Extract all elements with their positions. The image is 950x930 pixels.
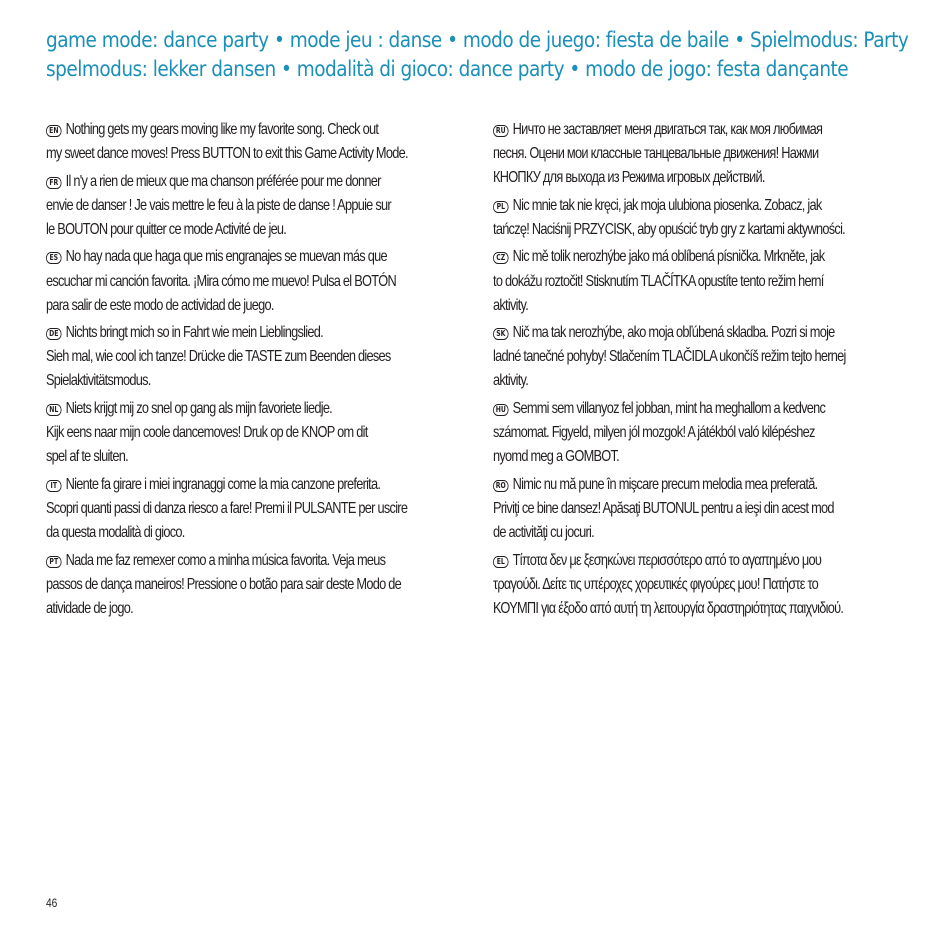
paragraph-line <box>493 345 946 369</box>
language-badge-icon: PL <box>493 201 509 213</box>
paragraph-line <box>493 194 946 218</box>
paragraph-line <box>493 245 946 269</box>
paragraph-text: aktivity. <box>493 296 529 314</box>
paragraph-text: envie de danser ! Je vais mettre le feu à la piste de danse ! Appuie sur <box>46 196 391 214</box>
paragraph-text: para salir de este modo de actividad de juego. <box>46 296 274 314</box>
left-column <box>46 118 498 624</box>
paragraph-line <box>493 549 946 573</box>
paragraph-text: Niente fa girare i miei ingranaggi come la mia canzone preferita. <box>65 475 381 493</box>
paragraph-pl <box>493 194 946 242</box>
paragraph-line <box>46 421 499 445</box>
paragraph-nl <box>46 397 499 469</box>
paragraph-text: számomat. Figyeld, milyen jól mozgok! A játékból való kilépéshez <box>493 424 815 442</box>
paragraph-line <box>493 218 946 242</box>
paragraph-text: da questa modalità di gioco. <box>46 524 185 541</box>
paragraph-fr <box>46 170 499 242</box>
paragraph-cz <box>493 245 946 317</box>
paragraph-line <box>493 473 946 497</box>
paragraph-text: Nada me faz remexer como a minha música favorita. Veja meus <box>65 551 386 569</box>
paragraph-text: nyomd meg a GOMBOT. <box>493 448 619 466</box>
paragraph-line <box>46 270 499 294</box>
paragraph-text: Priviţi ce bine dansez! Apăsaţi BUTONUL pentru a ieşi din acest mod <box>493 499 834 517</box>
paragraph-line <box>46 321 499 345</box>
language-badge-icon: NL <box>46 404 62 416</box>
paragraph-text: Sieh mal, wie cool ich tanze! Drücke die TASTE zum Beenden dieses <box>46 348 391 366</box>
paragraph-line <box>493 497 946 521</box>
paragraph-text: Nič ma tak nerozhýbe, ako moja obľúbená skladba. Pozri si moje <box>512 324 835 342</box>
paragraph-line <box>46 170 499 194</box>
page-heading <box>46 26 909 84</box>
paragraph-pt <box>46 549 499 621</box>
paragraph-text: Spielaktivitätsmodus. <box>46 372 151 390</box>
paragraph-text: atividade de jogo. <box>46 599 133 617</box>
paragraph-line <box>493 294 946 318</box>
paragraph-text: escuchar mi canción favorita. ¡Mira cómo me muevo! Pulsa el BOTÓN <box>46 272 396 290</box>
paragraph-line <box>493 270 946 294</box>
language-badge-icon: EL <box>493 556 509 568</box>
paragraph-text: No hay nada que haga que mis engranajes se muevan más que <box>65 248 387 266</box>
language-badge-icon: IT <box>46 480 62 492</box>
heading-line-2: spelmodus: lekker dansen • modalità di gioco: dance party • modo de jogo: festa dançante <box>46 57 849 82</box>
paragraph-line <box>46 573 499 597</box>
paragraph-line <box>493 369 946 393</box>
paragraph-text: to dokážu roztočit! Stisknutím TLAČÍTKA opustíte tento režim herní <box>493 272 824 290</box>
paragraph-text: Nic mě tolik nerozhýbe jako má oblíbená písnička. Mrkněte, jak <box>512 248 825 266</box>
language-badge-icon: RO <box>493 480 509 492</box>
paragraph-ro <box>493 473 946 545</box>
paragraph-text: ladné tanečné pohyby! Stlačením TLAČIDLA ukončíš režim tejto hernej <box>493 348 846 366</box>
paragraph-de <box>46 321 499 393</box>
language-badge-icon: DE <box>46 328 62 340</box>
language-badge-icon: FR <box>46 177 62 189</box>
paragraph-line <box>46 294 499 318</box>
page-number: 46 <box>46 896 58 910</box>
paragraph-line <box>493 166 946 190</box>
language-badge-icon: EN <box>46 125 62 137</box>
paragraph-text: spel af te sluiten. <box>46 448 128 466</box>
paragraph-line <box>46 245 499 269</box>
paragraph-line <box>46 218 499 242</box>
language-badge-icon: SK <box>493 328 509 340</box>
paragraph-line <box>46 142 499 166</box>
paragraph-line <box>493 118 946 142</box>
paragraph-line <box>46 597 499 621</box>
paragraph-text: Τίποτα δεν με ξεσηκώνει περισσότερο από το αγαπημένο μου <box>512 551 822 569</box>
paragraph-text: le BOUTON pour quitter ce mode Activité de jeu. <box>46 220 287 238</box>
right-column <box>493 118 945 624</box>
paragraph-line <box>493 142 946 166</box>
paragraph-en <box>46 118 499 166</box>
paragraph-line <box>493 321 946 345</box>
paragraph-text: Semmi sem villanyoz fel jobban, mint ha meghallom a kedvenc <box>512 400 826 418</box>
paragraph-text: КНОПКУ для выхода из Режима игровых действий. <box>493 169 765 187</box>
paragraph-line <box>46 521 499 545</box>
paragraph-line <box>493 445 946 469</box>
paragraph-line <box>493 397 946 421</box>
paragraph-line <box>46 194 499 218</box>
language-badge-icon: PT <box>46 556 62 568</box>
language-badge-icon: CZ <box>493 252 509 264</box>
paragraph-line <box>46 345 499 369</box>
paragraph-text: passos de dança maneiros! Pressione o botão para sair deste Modo de <box>46 575 402 593</box>
heading-line-1: game mode: dance party • mode jeu : danse • modo de juego: fiesta de baile • Spielmodus: Party <box>46 28 909 53</box>
paragraph-text: Nothing gets my gears moving like my favorite song. Check out <box>65 121 379 138</box>
language-badge-icon: HU <box>493 404 509 416</box>
paragraph-line <box>46 549 499 573</box>
paragraph-text: tańczę! Naciśnij PRZYCISK, aby opuścić tryb gry z kartami aktywności. <box>493 220 845 238</box>
paragraph-text: τραγούδι. Δείτε τις υπέροχες χορευτικές φιγούρες μου! Πατήστε το <box>493 575 819 593</box>
paragraph-sk <box>493 321 946 393</box>
paragraph-text: Scopri quanti passi di danza riesco a fare! Premi il PULSANTE per uscire <box>46 499 408 517</box>
paragraph-line <box>46 118 499 142</box>
paragraph-hu <box>493 397 946 469</box>
paragraph-line <box>46 445 499 469</box>
language-badge-icon: ES <box>46 252 62 264</box>
paragraph-line <box>493 421 946 445</box>
paragraph-text: Il n'y a rien de mieux que ma chanson préférée pour me donner <box>65 172 381 190</box>
paragraph-text: de activităţi cu jocuri. <box>493 524 594 541</box>
paragraph-line <box>46 497 499 521</box>
paragraph-ru <box>493 118 946 190</box>
paragraph-text: Ничто не заставляет меня двигаться так, как моя любимая <box>512 121 823 138</box>
paragraph-text: Kijk eens naar mijn coole dancemoves! Druk op de KNOP om dit <box>46 424 368 442</box>
paragraph-text: Nimic nu mă pune în mişcare precum melodia mea preferată. <box>512 475 818 493</box>
paragraph-text: ΚΟΥΜΠΙ για έξοδο από αυτή τη λειτουργία δραστηριότητας παιχνιδιού. <box>493 599 844 617</box>
paragraph-it <box>46 473 499 545</box>
language-badge-icon: RU <box>493 125 509 137</box>
paragraph-text: Nic mnie tak nie kręci, jak moja ulubiona piosenka. Zobacz, jak <box>512 196 822 214</box>
paragraph-text: песня. Оцени мои классные танцевальные движения! Нажми <box>493 145 819 163</box>
paragraph-line <box>493 521 946 545</box>
paragraph-text: Nichts bringt mich so in Fahrt wie mein Lieblingslied. <box>65 324 323 342</box>
paragraph-text: Niets krijgt mij zo snel op gang als mijn favoriete liedje. <box>65 400 333 418</box>
paragraph-text: aktivity. <box>493 372 529 390</box>
paragraph-line <box>46 369 499 393</box>
paragraph-es <box>46 245 499 317</box>
paragraph-line <box>46 397 499 421</box>
paragraph-el <box>493 549 946 621</box>
paragraph-line <box>46 473 499 497</box>
paragraph-line <box>493 573 946 597</box>
paragraph-text: my sweet dance moves! Press BUTTON to exit this Game Activity Mode. <box>46 145 408 163</box>
paragraph-line <box>493 597 946 621</box>
